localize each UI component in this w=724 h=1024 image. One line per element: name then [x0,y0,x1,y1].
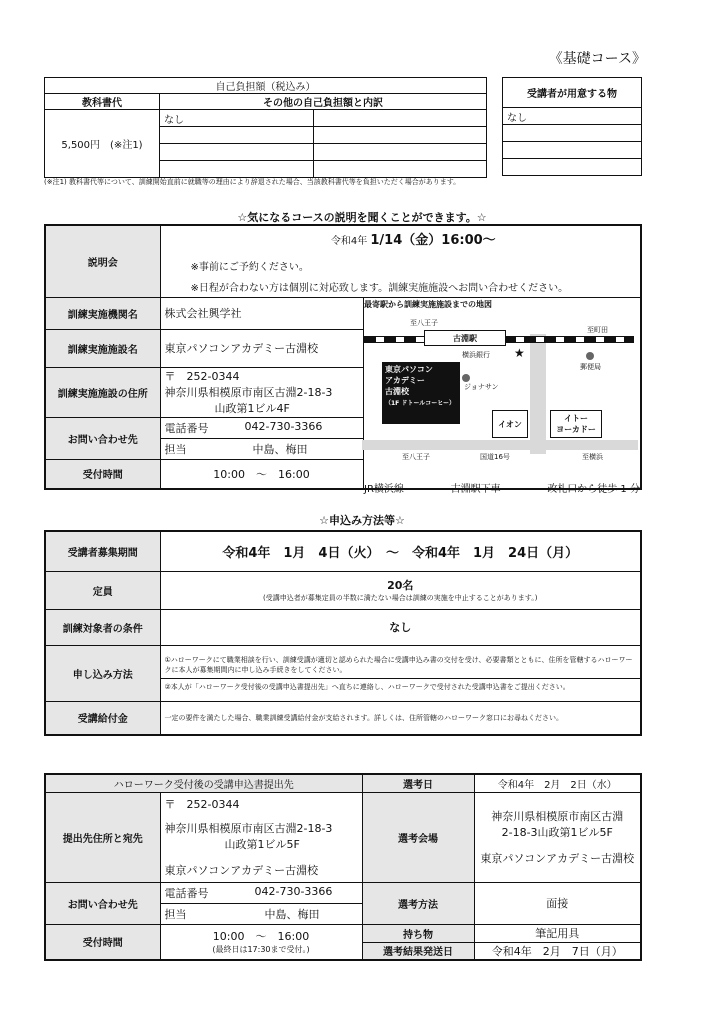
submit-address-2: 山政第1ビル5F [224,837,300,851]
exam-date: 令和4年 2月 2日（水） [474,774,641,792]
course-type: 《基礎コース》 [548,51,646,67]
capacity-value: 20名 [387,579,414,592]
textbook-header: 教科書代 [45,94,160,110]
prepare-header: 受講者が用意する物 [503,78,642,108]
method-step-2: ②本人が「ハローワーク受付後の受講申込書提出先」へ直ちに連絡し、ハローワークで受付された受講申込書をご提出ください。 [164,682,570,691]
method-label: 申し込み方法 [45,645,160,701]
method-step-1: ①ハローワークにて職業相談を行い、訓練受講が適切と認められた場合に受講申込み書の交付を受け、必要書類とともに、住所を管轄するハローワークに本人が募集期間内に申し込み手続きをしてください。 [161,652,641,679]
textbook-value: 5,500円 (※注1) [45,110,160,178]
facility-hours: 10:00 ～ 16:00 [160,459,363,489]
condition-label: 訓練対象者の条件 [45,609,160,645]
exam-method: 面接 [474,882,641,924]
explain-label: 説明会 [45,225,160,297]
map-access-station: 古淵駅下車 [450,484,501,495]
submit-zip: 〒 252-0344 [164,797,240,811]
map-school-name-3: 古淵校 [385,386,409,396]
map-access-walk: 改札口から徒歩 1 分 [547,484,640,495]
capacity-label: 定員 [45,571,160,609]
facility-tel: 042-730-3366 [244,419,323,433]
facility-tel-label: 電話番号 [164,421,209,435]
other-cost-header: その他の自己負担額と内訳 [160,94,487,110]
submit-hours-label: 受付時間 [45,924,160,960]
map-bank: 横浜銀行 [462,351,490,359]
submit-tel-label: 電話番号 [164,886,209,900]
map-road-vertical [530,334,546,454]
facility-address-1: 神奈川県相模原市南区古淵2-18-3 [164,386,333,399]
explain-date-line [191,229,637,248]
cost-note: (※注1) 教科書代等について、訓練開始直前に就職等の理由により辞退された場合、当該教科書代等を負担いただく場合があります。 [44,178,461,186]
apply-table [44,530,642,736]
benefit-label: 受講給付金 [45,701,160,735]
row-label-hours: 受付時間 [45,459,160,489]
submit-address-label: 提出先住所と宛先 [45,792,160,882]
submit-address-1: 神奈川県相模原市南区古淵2-18-3 [164,821,333,835]
other-cost-value: なし [160,110,314,127]
explain-heading: ☆気になるコースの説明を聞くことができます。☆ [237,211,487,224]
star-icon: ★ [514,346,525,360]
map-itoyokado-1: イトー [564,414,588,423]
apply-heading: ☆申込み方法等☆ [319,514,405,527]
submit-header: ハローワーク受付後の受講申込書提出先 [45,774,362,792]
map-pin-post [586,352,594,360]
facility-contact-label: 担当 [164,442,187,456]
facility-contact-line [161,439,363,459]
map-school-sub: （1F ドトールコーヒー） [385,400,456,408]
items: 筆記用具 [474,924,641,942]
submit-hours: 10:00 ～ 16:00 [212,930,310,944]
facility-name: 東京パソコンアカデミー古淵校 [160,329,363,367]
row-label-facility: 訓練実施施設名 [45,329,160,367]
submit-tel: 042-730-3366 [254,884,333,898]
map-title: 最寄駅から訓練実施施設までの地図 [364,300,492,309]
exam-date-label: 選考日 [362,774,474,792]
submit-person-line [161,904,362,924]
prepare-table [502,77,642,176]
explain-date: 1/14（金）16:00～ [370,232,496,248]
period-value: 令和4年 1月 4日（火） ～ 令和4年 1月 24日（月） [160,531,641,571]
explain-note-1: ※事前にご予約ください。 [190,261,309,273]
facility-address-2: 山政第1ビル4F [214,402,290,415]
capacity-note: (受講申込者が募集定員の半数に満たない場合は訓練の実施を中止することがあります。) [263,594,538,602]
map-aeon: イオン [492,410,528,438]
map-post-office: 郵便局 [580,363,601,371]
submit-hours-note: (最終日は17:30まで受付。) [212,945,310,955]
prepare-value: なし [503,108,642,125]
submit-person-label: 担当 [164,907,187,921]
items-label: 持ち物 [362,924,474,942]
map-itoyokado-2: ヨーカドー [556,425,596,434]
submit-person: 中島、梅田 [264,907,320,921]
map-label-machida: 至町田 [587,326,608,334]
facility-zip: 〒 252-0344 [164,370,240,383]
map-itoyokado [550,410,602,438]
access-map [362,312,638,476]
exam-venue-2: 2-18-3山政第1ビル5F [501,826,613,839]
result-date: 令和4年 2月 7日（月） [474,942,641,960]
period-label: 受講者募集期間 [45,531,160,571]
map-road-route16 [362,440,638,450]
map-label-yokohama: 至横浜 [582,453,603,461]
exam-venue-3: 東京パソコンアカデミー古淵校 [480,852,635,865]
row-label-contact: お問い合わせ先 [45,417,160,459]
result-label: 選考結果発送日 [362,942,474,960]
cost-header: 自己負担額（税込み） [45,78,487,94]
map-label-route16: 国道16号 [480,453,510,461]
submit-table [44,773,642,961]
explain-date-prefix: 令和4年 [330,235,368,247]
map-access [364,480,640,495]
submit-contact-label: お問い合わせ先 [45,882,160,924]
row-label-address: 訓練実施施設の住所 [45,367,160,417]
org-name: 株式会社興学社 [160,297,363,329]
submit-addressee: 東京パソコンアカデミー古淵校 [164,863,319,877]
map-label-hachioji-top: 至八王子 [410,319,438,327]
map-pin-jonasan [462,374,470,382]
map-jonasan: ジョナサン [464,383,499,391]
map-label-hachioji-bottom: 至八王子 [402,453,430,461]
exam-venue-1: 神奈川県相模原市南区古淵 [491,810,624,823]
cost-table [44,77,487,178]
map-school-name-1: 東京パソコン [385,365,433,374]
facility-tel-line [161,418,363,439]
row-label-org: 訓練実施機関名 [45,297,160,329]
submit-tel-line [161,883,362,904]
exam-venue-label: 選考会場 [362,792,474,882]
explain-note-2: ※日程が合わない方は個別に対応致します。訓練実施施設へお問い合わせください。 [190,282,569,294]
facility-contact: 中島、梅田 [252,442,308,456]
map-access-line: JR横浜線 [364,484,404,495]
map-school [382,362,460,424]
condition-value: なし [160,609,641,645]
map-station: 古淵駅 [424,330,506,346]
map-school-name-2: アカデミー [385,375,425,385]
exam-method-label: 選考方法 [362,882,474,924]
benefit-value: 一定の要件を満たした場合、職業訓練受講給付金が支給されます。詳しくは、住所管轄のハローワーク窓口にお尋ねください。 [160,701,641,735]
